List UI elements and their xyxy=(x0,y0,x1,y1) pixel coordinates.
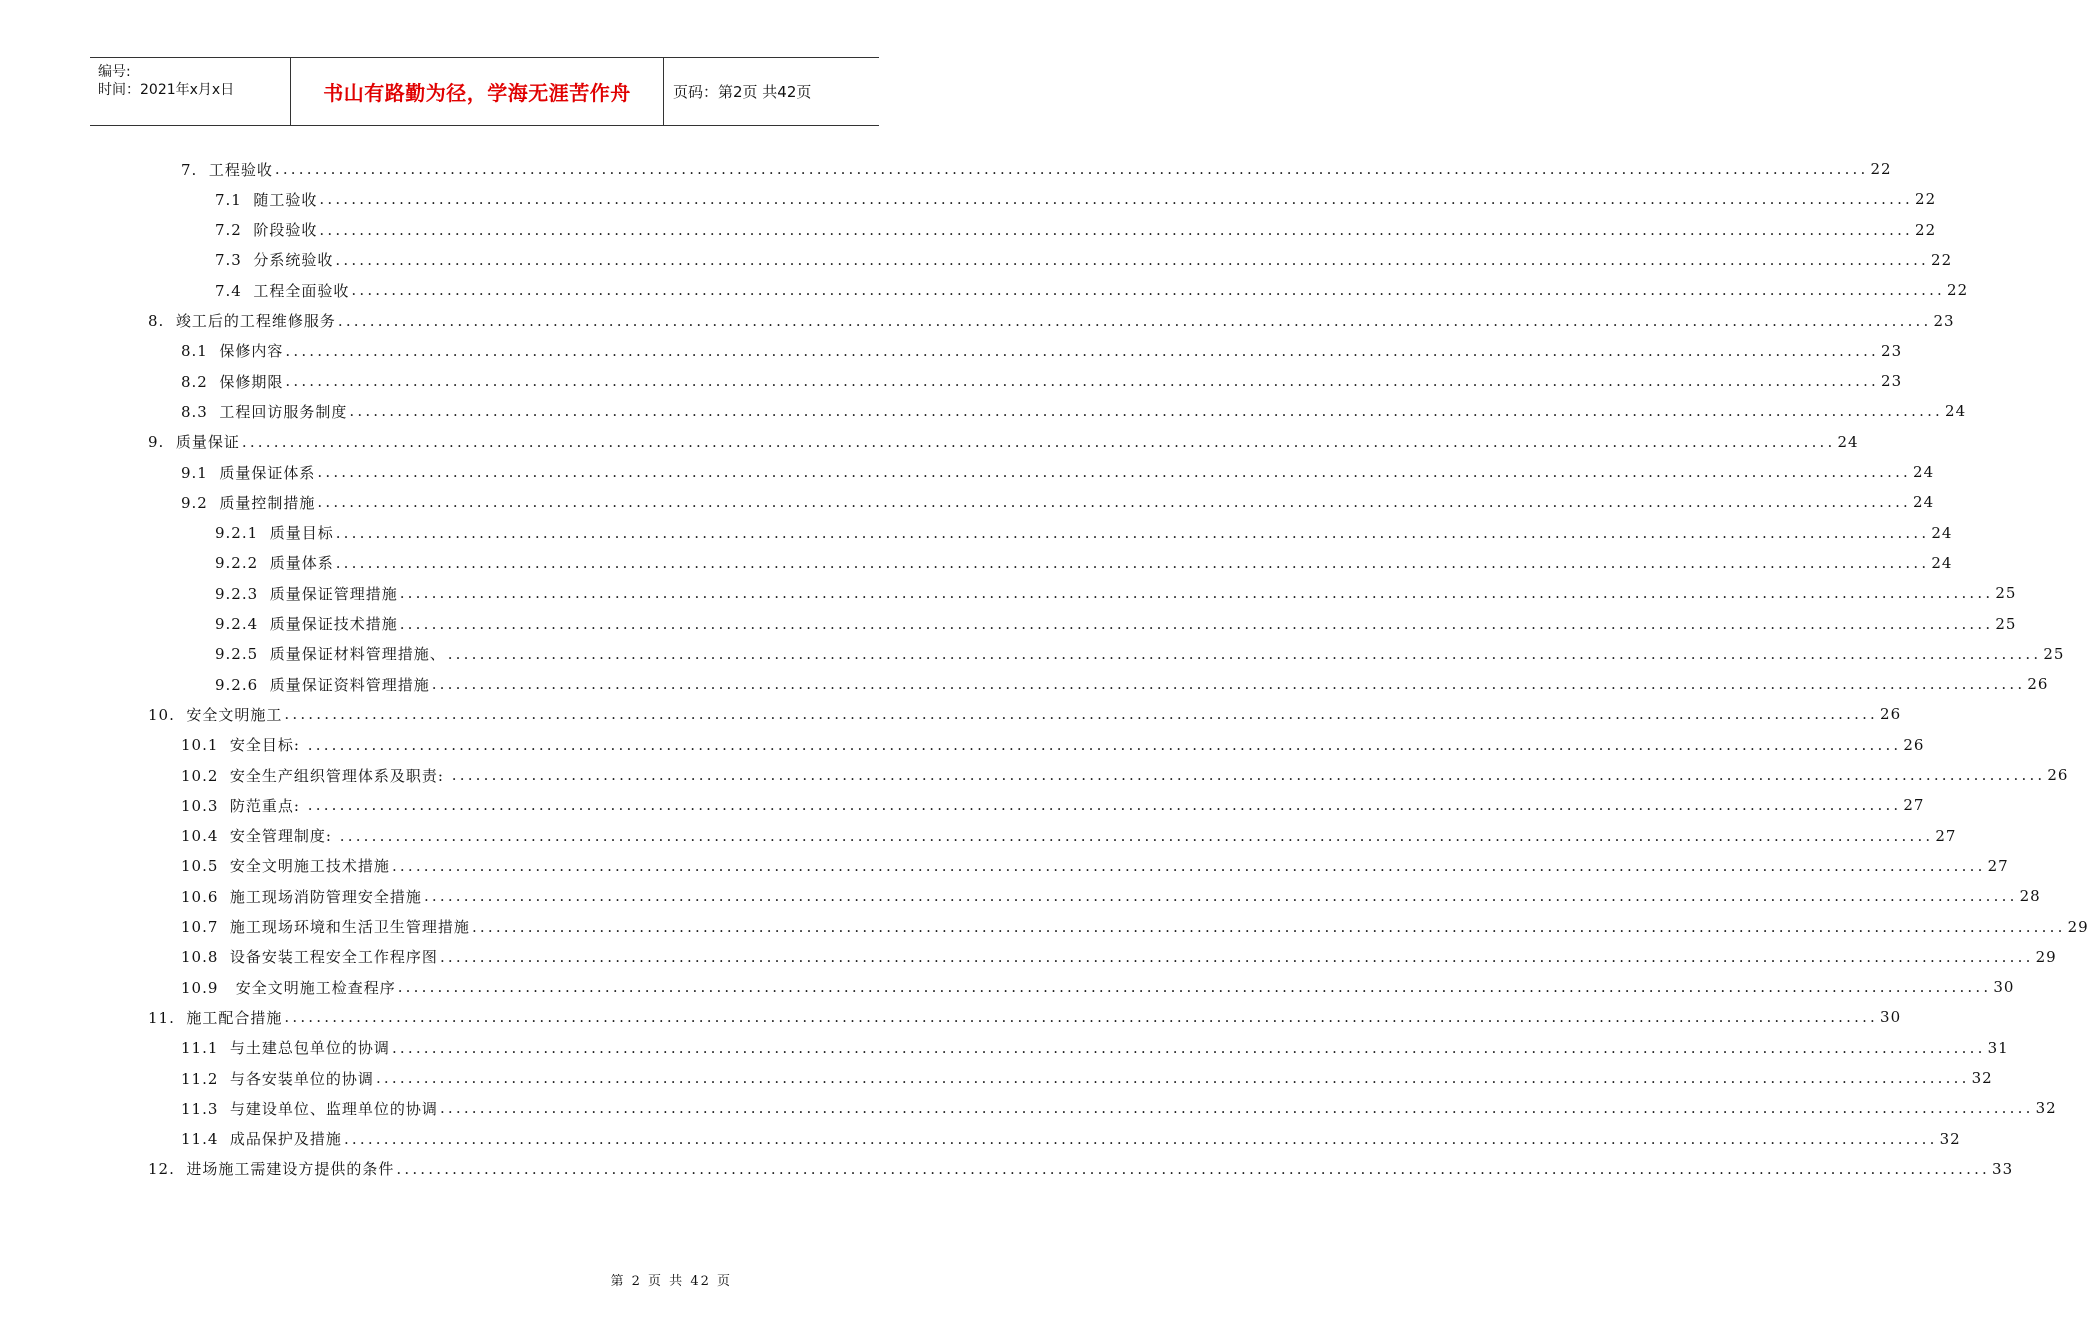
toc-entry-page: 22 xyxy=(1915,190,1937,209)
page-header xyxy=(90,57,879,126)
toc-entry-title: 9.2.1 质量目标 xyxy=(215,524,334,543)
toc-entry[interactable] xyxy=(181,762,2069,788)
toc-dot-leader: ........................................................................................................................................................................................................ xyxy=(451,766,2046,784)
toc-entry[interactable] xyxy=(181,1065,1993,1091)
toc-entry[interactable] xyxy=(215,247,1953,273)
toc-entry[interactable] xyxy=(181,398,1967,424)
toc-entry-title: 7.3 分系统验收 xyxy=(215,251,334,270)
toc-entry[interactable] xyxy=(215,520,1953,546)
toc-entry[interactable] xyxy=(215,550,1953,576)
toc-entry-title: 10.4 安全管理制度: xyxy=(181,827,338,846)
toc-entry-page: 25 xyxy=(2043,644,2065,663)
toc-dot-leader: ........................................................................................................................................................................................................ xyxy=(307,796,1902,815)
toc-entry-page: 30 xyxy=(1993,978,2015,997)
toc-entry-page: 26 xyxy=(1903,735,1925,754)
toc-entry[interactable] xyxy=(181,1095,2057,1121)
toc-entry[interactable] xyxy=(181,974,2015,1000)
toc-dot-leader: ........................................................................................................................................................................................................ xyxy=(375,1069,1970,1087)
toc-entry-page: 23 xyxy=(1881,341,1903,360)
toc-entry[interactable] xyxy=(215,641,2065,667)
toc-dot-leader: ........................................................................................................................................................................................................ xyxy=(319,220,1914,239)
toc-entry[interactable] xyxy=(181,489,1935,515)
toc-dot-leader: ........................................................................................................................................................................................................ xyxy=(335,250,1930,269)
toc-entry[interactable] xyxy=(181,823,1957,849)
toc-dot-leader: ........................................................................................................................................................................................................ xyxy=(284,705,1879,724)
toc-entry-page: 33 xyxy=(1992,1159,2014,1178)
toc-entry-page: 27 xyxy=(1935,826,1957,845)
toc-entry-page: 29 xyxy=(2067,917,2089,936)
toc-entry-title: 10. 安全文明施工 xyxy=(148,705,283,724)
toc-entry[interactable] xyxy=(215,671,2049,697)
toc-entry-title: 7.2 阶段验收 xyxy=(215,221,318,240)
toc-dot-leader: ........................................................................................................................................................................................................ xyxy=(337,311,1932,330)
toc-entry[interactable] xyxy=(181,914,2089,940)
toc-entry-page: 26 xyxy=(2027,675,2049,694)
toc-dot-leader: ........................................................................................................................................................................................................ xyxy=(431,675,2026,694)
header-page-cell xyxy=(664,58,879,125)
toc-entry-page: 24 xyxy=(1913,463,1935,481)
toc-entry-title: 12. 进场施工需建设方提供的条件 xyxy=(148,1160,395,1179)
toc-entry-title: 8. 竣工后的工程维修服务 xyxy=(148,312,336,330)
toc-entry[interactable] xyxy=(181,853,2009,879)
toc-entry-title: 10.5 安全文明施工技术措施 xyxy=(181,857,390,876)
toc-entry-title: 9.2.3 质量保证管理措施 xyxy=(215,584,398,603)
toc-dot-leader: ........................................................................................................................................................................................................ xyxy=(274,160,1869,178)
toc-entry-title: 9.1 质量保证体系 xyxy=(181,463,316,482)
toc-entry-title: 8.2 保修期限 xyxy=(181,372,284,391)
toc-entry[interactable] xyxy=(215,186,1937,212)
toc-entry-title: 10.2 安全生产组织管理体系及职责: xyxy=(181,766,450,785)
toc-dot-leader: ........................................................................................................................................................................................................ xyxy=(319,190,1914,209)
toc-entry-page: 24 xyxy=(1945,402,1967,421)
document-time-label: 时间：2021年x月x日 xyxy=(98,82,235,98)
toc-dot-leader: ........................................................................................................................................................................................................ xyxy=(285,341,1880,360)
toc-entry-page: 22 xyxy=(1931,250,1953,269)
toc-entry-title: 11. 施工配合措施 xyxy=(148,1008,283,1027)
toc-dot-leader: ........................................................................................................................................................................................................ xyxy=(335,523,1930,542)
toc-dot-leader: ........................................................................................................................................................................................................ xyxy=(335,553,1930,572)
toc-entry-title: 10.3 防范重点: xyxy=(181,796,306,815)
toc-entry[interactable] xyxy=(181,368,1903,394)
footer-page-number: 第 2 页 共 42 页 xyxy=(610,1274,732,1289)
toc-entry-page: 24 xyxy=(1931,553,1953,572)
toc-dot-leader: ........................................................................................................................................................................................................ xyxy=(396,1159,1991,1178)
toc-entry-title: 9.2.4 质量保证技术措施 xyxy=(215,615,398,633)
header-motto-cell xyxy=(291,58,664,125)
header-motto: 书山有路勤为径，学海无涯苦作舟 xyxy=(323,81,631,105)
toc-entry-page: 27 xyxy=(1987,856,2009,875)
toc-entry-title: 10.6 施工现场消防管理安全措施 xyxy=(181,887,422,906)
toc-dot-leader: ........................................................................................................................................................................................................ xyxy=(399,584,1994,603)
toc-dot-leader: ........................................................................................................................................................................................................ xyxy=(241,432,1836,451)
toc-entry-title: 9. 质量保证 xyxy=(148,433,240,452)
toc-entry-title: 7. 工程验收 xyxy=(181,160,273,179)
toc-entry[interactable] xyxy=(215,277,1969,303)
header-info-cell xyxy=(90,58,291,125)
header-page-label: 页码：第2页 共42页 xyxy=(673,83,812,101)
toc-entry[interactable] xyxy=(181,792,1925,818)
toc-dot-leader: ........................................................................................................................................................................................................ xyxy=(439,1099,2034,1118)
toc-entry[interactable] xyxy=(148,429,1859,455)
toc-entry-title: 11.4 成品保护及措施 xyxy=(181,1130,342,1149)
toc-entry-title: 9.2.6 质量保证资料管理措施 xyxy=(215,675,430,694)
toc-dot-leader: ........................................................................................................................................................................................................ xyxy=(317,493,1912,512)
toc-dot-leader: ........................................................................................................................................................................................................ xyxy=(349,402,1944,421)
toc-dot-leader: ........................................................................................................................................................................................................ xyxy=(343,1129,1938,1148)
toc-entry[interactable] xyxy=(148,701,1902,727)
toc-entry[interactable] xyxy=(148,1156,2014,1182)
toc-entry-title: 11.1 与土建总包单位的协调 xyxy=(181,1039,390,1058)
toc-dot-leader: ........................................................................................................................................................................................................ xyxy=(447,644,2042,663)
toc-dot-leader: ........................................................................................................................................................................................................ xyxy=(397,978,1992,997)
toc-dot-leader: ........................................................................................................................................................................................................ xyxy=(423,887,2018,906)
toc-entry-page: 25 xyxy=(1995,614,2017,633)
toc-entry-page: 32 xyxy=(1939,1129,1961,1148)
toc-entry-title: 10.7 施工现场环境和生活卫生管理措施 xyxy=(181,918,470,936)
toc-entry[interactable] xyxy=(181,459,1935,485)
toc-entry-page: 31 xyxy=(1987,1038,2009,1057)
toc-entry-page: 22 xyxy=(1915,220,1937,239)
toc-entry[interactable] xyxy=(215,580,2017,606)
toc-entry[interactable] xyxy=(181,883,2041,909)
toc-entry-page: 23 xyxy=(1933,311,1955,330)
toc-entry[interactable] xyxy=(215,611,2017,637)
toc-entry-page: 29 xyxy=(2035,947,2057,966)
toc-entry-title: 8.3 工程回访服务制度 xyxy=(181,402,348,421)
toc-entry-page: 26 xyxy=(2047,766,2069,784)
toc-entry-page: 32 xyxy=(1971,1069,1993,1087)
toc-entry[interactable] xyxy=(181,1126,1961,1152)
toc-entry-title: 7.4 工程全面验收 xyxy=(215,281,350,300)
toc-dot-leader: ........................................................................................................................................................................................................ xyxy=(307,735,1902,754)
toc-dot-leader: ........................................................................................................................................................................................................ xyxy=(399,614,1994,633)
toc-entry-title: 10.9 安全文明施工检查程序 xyxy=(181,978,396,997)
toc-entry[interactable] xyxy=(148,1004,1902,1030)
toc-entry[interactable] xyxy=(181,156,1892,182)
toc-dot-leader: ........................................................................................................................................................................................................ xyxy=(284,1008,1879,1027)
toc-entry-page: 22 xyxy=(1870,160,1892,178)
toc-entry-title: 9.2.2 质量体系 xyxy=(215,554,334,573)
toc-entry-page: 32 xyxy=(2035,1099,2057,1118)
toc-dot-leader: ........................................................................................................................................................................................................ xyxy=(391,1038,1986,1057)
toc-dot-leader: ........................................................................................................................................................................................................ xyxy=(391,856,1986,875)
toc-entry-title: 10.8 设备安装工程安全工作程序图 xyxy=(181,948,438,967)
toc-entry-page: 30 xyxy=(1880,1008,1902,1027)
toc-entry[interactable] xyxy=(215,217,1937,243)
toc-entry-title: 8.1 保修内容 xyxy=(181,342,284,361)
toc-entry-page: 24 xyxy=(1931,523,1953,542)
toc-entry-page: 24 xyxy=(1837,432,1859,451)
toc-entry[interactable] xyxy=(181,944,2057,970)
toc-entry-page: 24 xyxy=(1913,493,1935,512)
toc-dot-leader: ........................................................................................................................................................................................................ xyxy=(285,372,1880,391)
toc-entry-page: 25 xyxy=(1995,584,2017,603)
toc-dot-leader: ........................................................................................................................................................................................................ xyxy=(339,826,1934,845)
toc-dot-leader: ........................................................................................................................................................................................................ xyxy=(351,281,1946,300)
toc-entry[interactable] xyxy=(181,338,1903,364)
toc-entry-title: 9.2.5 质量保证材料管理措施、 xyxy=(215,645,446,664)
toc-entry[interactable] xyxy=(148,308,1955,334)
toc-entry-title: 11.3 与建设单位、监理单位的协调 xyxy=(181,1099,438,1118)
toc-entry-title: 7.1 随工验收 xyxy=(215,190,318,209)
toc-dot-leader: ........................................................................................................................................................................................................ xyxy=(317,463,1912,481)
toc-entry-title: 10.1 安全目标: xyxy=(181,736,306,755)
toc-entry-title: 11.2 与各安装单位的协调 xyxy=(181,1069,374,1088)
toc-entry[interactable] xyxy=(181,1035,2009,1061)
toc-entry[interactable] xyxy=(181,732,1925,758)
toc-dot-leader: ........................................................................................................................................................................................................ xyxy=(471,917,2066,936)
toc-entry-page: 27 xyxy=(1903,796,1925,815)
toc-entry-page: 22 xyxy=(1947,281,1969,300)
toc-entry-page: 23 xyxy=(1881,372,1903,391)
toc-dot-leader: ........................................................................................................................................................................................................ xyxy=(439,947,2034,966)
document-number-label: 编号: xyxy=(98,64,131,80)
toc-entry-title: 9.2 质量控制措施 xyxy=(181,493,316,512)
toc-entry-page: 28 xyxy=(2019,887,2041,906)
toc-entry-page: 26 xyxy=(1880,705,1902,724)
